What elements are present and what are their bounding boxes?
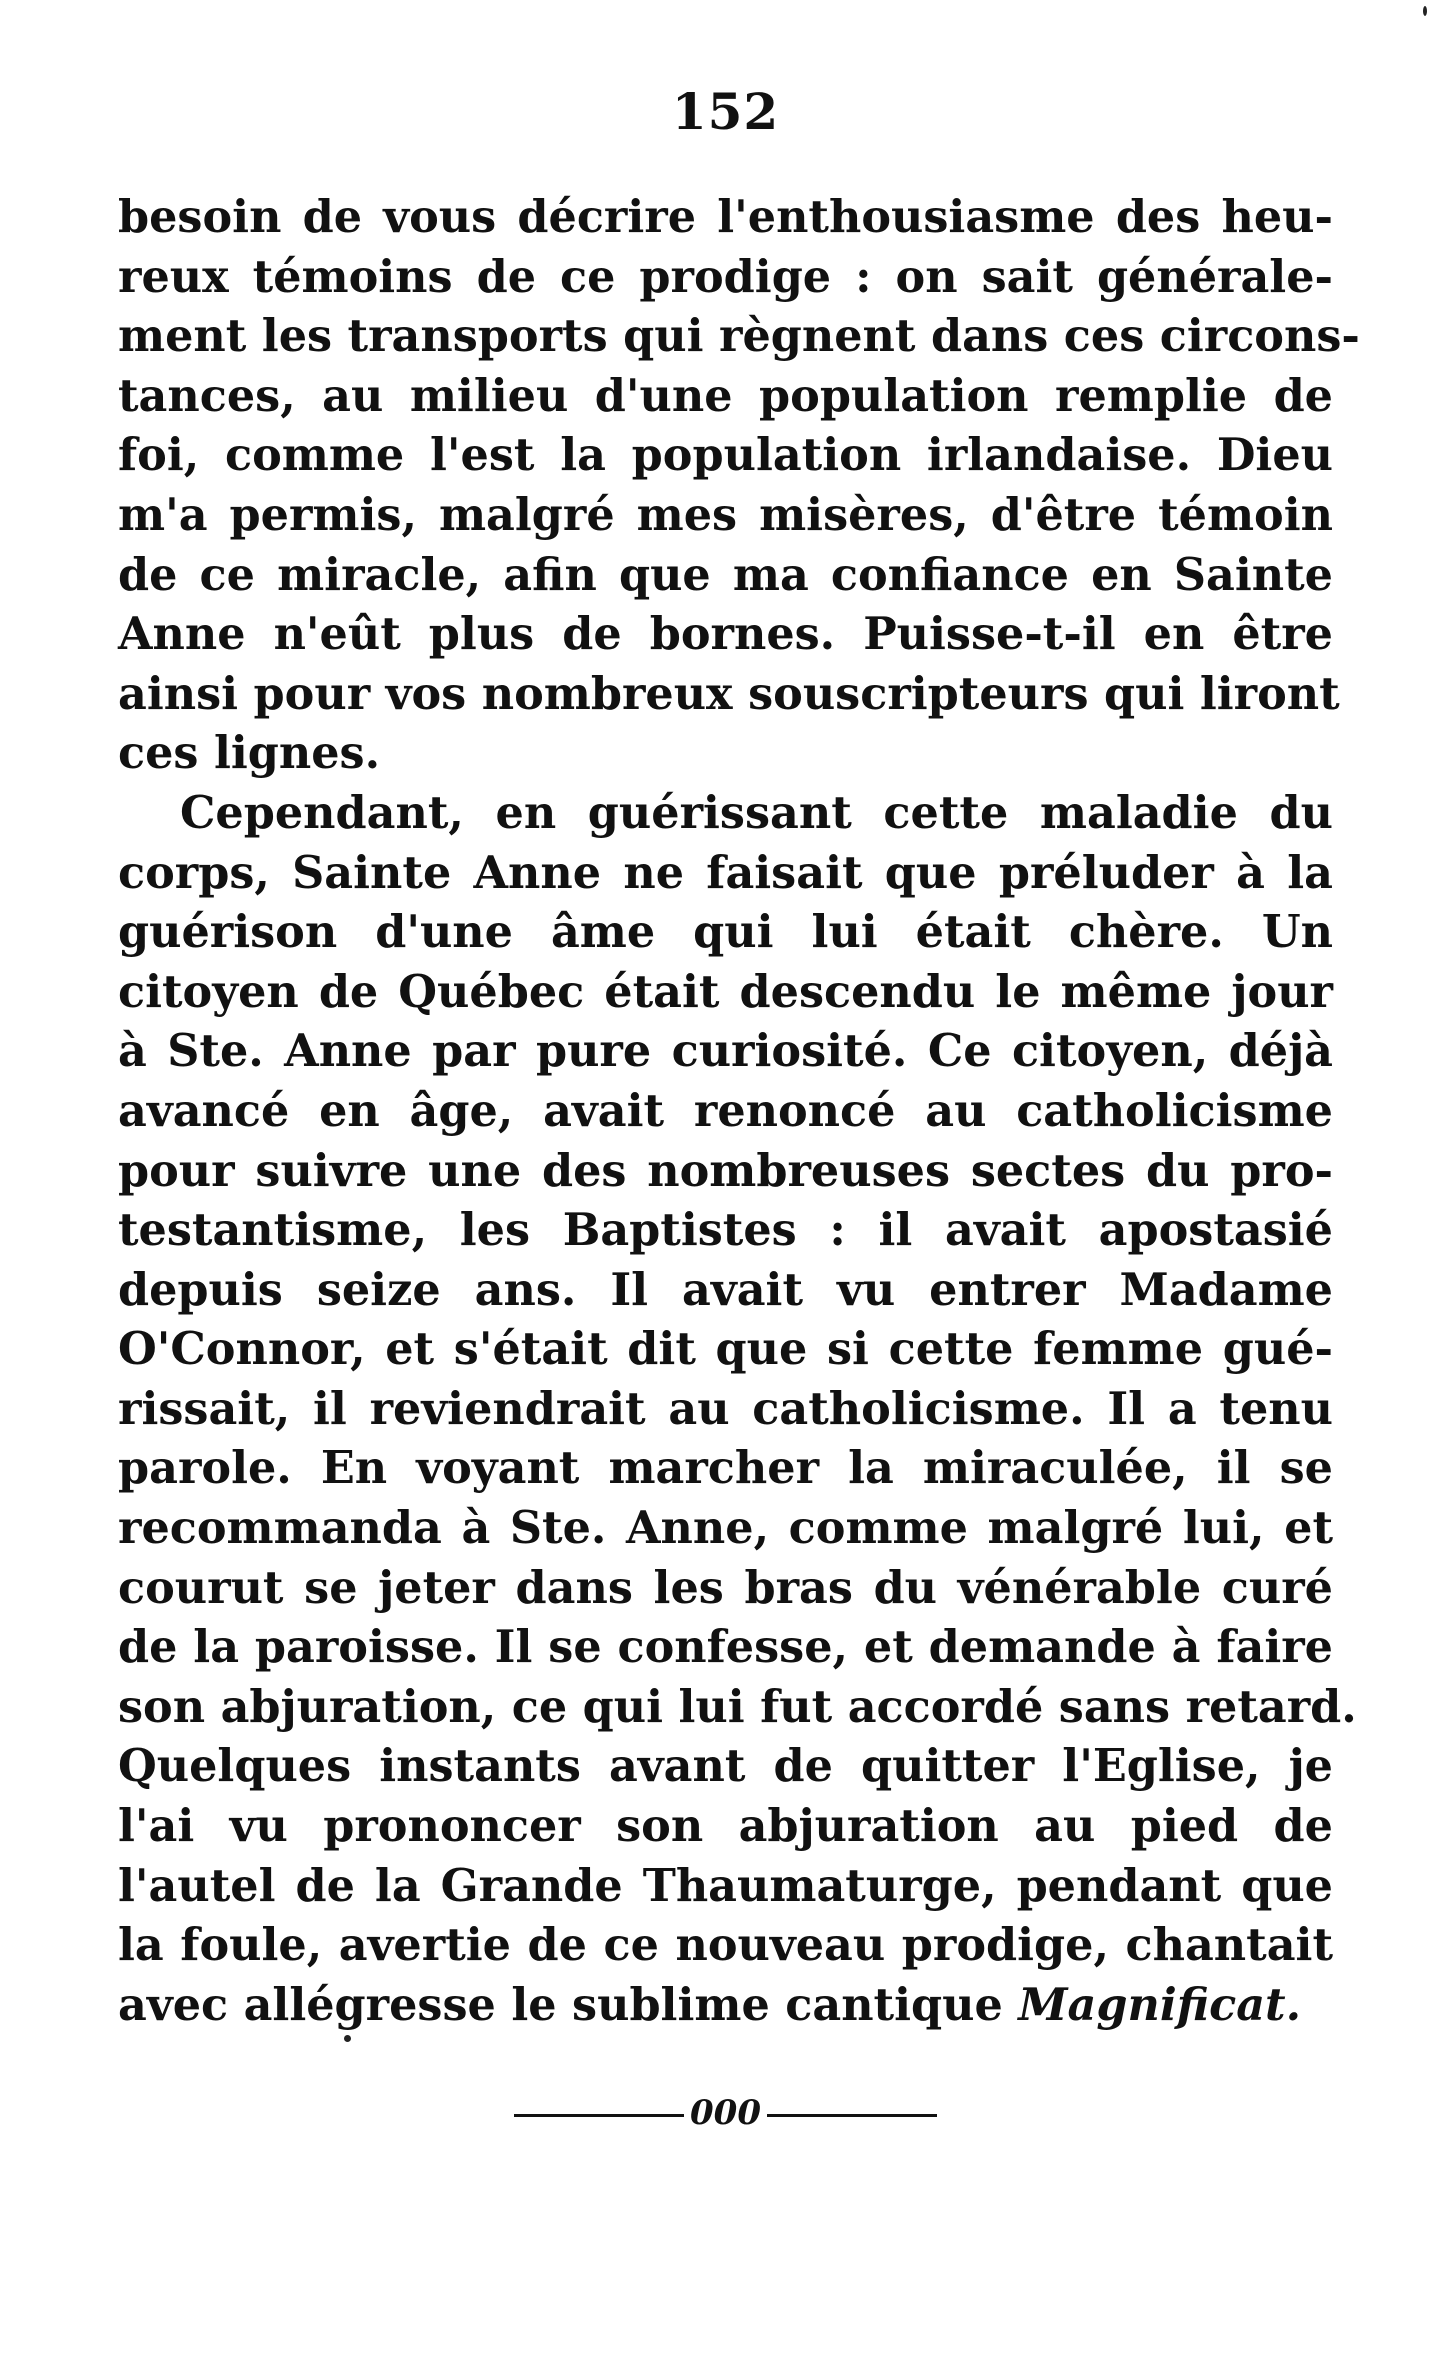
text-line: l'autel de la Grande Thaumaturge, pendant que <box>118 1859 1333 1912</box>
text-line: Quelques instants avant de quitter l'Eglise, je <box>118 1740 1333 1793</box>
text-line: la foule, avertie de ce nouveau prodige, chantait <box>118 1919 1333 1972</box>
text-line: reux témoins de ce prodige : on sait générale- <box>118 250 1333 303</box>
text-line: besoin de vous décrire l'enthousiasme des heu- <box>118 191 1333 243</box>
text-line: depuis seize ans. Il avait vu entrer Madame <box>118 1263 1333 1316</box>
text-line: recommanda à Ste. Anne, comme malgré lui, et <box>118 1502 1333 1555</box>
paragraph-first-line: Cependant, en guérissant cette maladie du <box>180 786 1333 839</box>
magnificat-italic: Magnificat. <box>1018 1978 1302 2031</box>
text-line: Anne n'eût plus de bornes. Puisse-t-il en être <box>118 608 1333 661</box>
text-line: de la paroisse. Il se confesse, et demande à faire <box>118 1621 1333 1674</box>
page-number: 152 <box>671 82 780 141</box>
text-line: m'a permis, malgré mes misères, d'être témoin <box>118 488 1333 541</box>
ornament-rule-right <box>767 2114 937 2117</box>
text-line: corps, Sainte Anne ne faisait que préluder à la <box>118 846 1333 899</box>
text-line: ainsi pour vos nombreux souscripteurs qui liront <box>118 667 1340 720</box>
text-line: courut se jeter dans les bras du vénérable curé <box>118 1561 1333 1614</box>
text-line: son abjuration, ce qui lui fut accordé sans retard. <box>118 1680 1357 1733</box>
text-line: parole. En voyant marcher la miraculée, il se <box>118 1442 1333 1495</box>
text-line: foi, comme l'est la population irlandaise. Dieu <box>118 429 1333 482</box>
text-line: citoyen de Québec était descendu le même jour <box>118 965 1333 1018</box>
text-line: l'ai vu prononcer son abjuration au pied de <box>118 1800 1333 1853</box>
text-line: pour suivre une des nombreuses sectes du pro- <box>118 1144 1333 1197</box>
text-line: guérison d'une âme qui lui était chère. Un <box>118 906 1333 959</box>
text-line-final <box>118 1976 1333 2036</box>
text-line: à Ste. Anne par pure curiosité. Ce citoyen, déjà <box>118 1025 1333 1078</box>
ornament-rule-left <box>514 2114 684 2117</box>
body-text <box>118 188 1360 2035</box>
ornament-text: 000 <box>690 2093 761 2133</box>
text-line: de ce miracle, afin que ma confiance en Sainte <box>118 548 1333 601</box>
text-line: avancé en âge, avait renoncé au catholicisme <box>118 1084 1333 1137</box>
text-line: ces lignes. <box>118 727 381 780</box>
text-line: ment les transports qui règnent dans ces circons- <box>118 310 1360 363</box>
text-line: tances, au milieu d'une population remplie de <box>118 369 1333 422</box>
section-ornament <box>0 2093 1451 2133</box>
text-line: O'Connor, et s'était dit que si cette femme gué- <box>118 1323 1333 1376</box>
text-line: testantisme, les Baptistes : il avait apostasié <box>118 1204 1333 1257</box>
ink-speck <box>1423 6 1427 16</box>
text-line-final-roman: avec allégresse le sublime cantique <box>118 1978 1003 2031</box>
ink-speck <box>344 2035 351 2042</box>
text-line: rissait, il reviendrait au catholicisme. Il a tenu <box>118 1382 1333 1435</box>
